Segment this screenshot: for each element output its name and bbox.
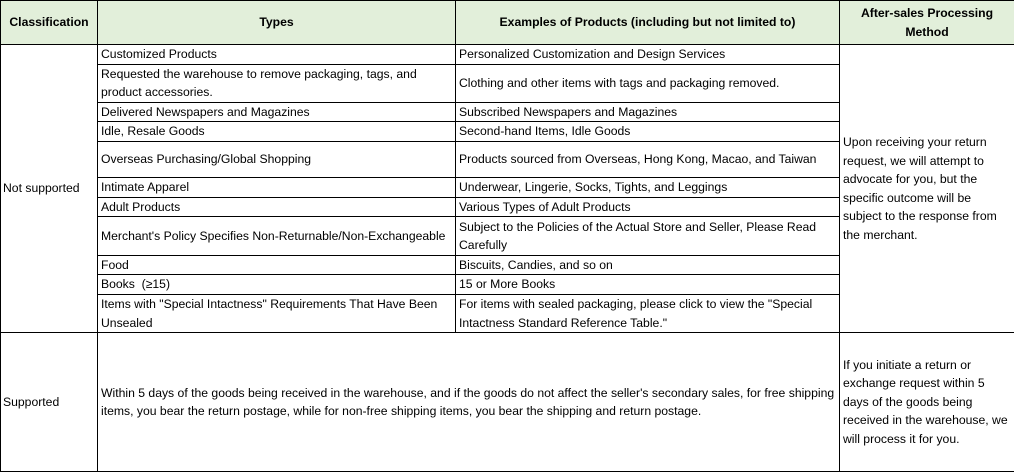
type-cell: Overseas Purchasing/Global Shopping — [98, 142, 456, 178]
example-cell: 15 or More Books — [456, 275, 840, 295]
header-examples: Examples of Products (including but not limited to) — [456, 1, 840, 45]
type-cell: Delivered Newspapers and Magazines — [98, 102, 456, 122]
method-supported: If you initiate a return or exchange request within 5 days of the goods being received in the warehouse, we will process it for you. — [840, 333, 1014, 472]
type-cell: Adult Products — [98, 197, 456, 217]
method-not-supported: Upon receiving your return request, we will attempt to advocate for you, but the specific outcome will be subject to the response from the merchant. — [840, 45, 1014, 333]
supported-description: Within 5 days of the goods being received in the warehouse, and if the goods do not affect the seller's secondary sales, for free shipping items, you bear the return postage, while for non-free shipping items, you bear the shipping and return postage. — [98, 333, 840, 472]
example-cell: Clothing and other items with tags and packaging removed. — [456, 64, 840, 102]
example-cell: Second-hand Items, Idle Goods — [456, 122, 840, 142]
type-cell: Intimate Apparel — [98, 178, 456, 198]
type-cell: Merchant's Policy Specifies Non-Returnable/Non-Exchangeable — [98, 217, 456, 255]
example-cell: Underwear, Lingerie, Socks, Tights, and Leggings — [456, 178, 840, 198]
classification-not-supported: Not supported — [1, 45, 98, 333]
header-after-sales: After-sales Processing Method — [840, 1, 1014, 45]
example-cell: Biscuits, Candies, and so on — [456, 255, 840, 275]
type-cell: Customized Products — [98, 45, 456, 65]
example-cell: Products sourced from Overseas, Hong Kong, Macao, and Taiwan — [456, 142, 840, 178]
type-cell: Books (≥15) — [98, 275, 456, 295]
example-cell: For items with sealed packaging, please click to view the "Special Intactness Standard Reference Table." — [456, 294, 840, 332]
header-classification: Classification — [1, 1, 98, 45]
type-cell: Idle, Resale Goods — [98, 122, 456, 142]
example-cell: Personalized Customization and Design Services — [456, 45, 840, 65]
table-row-supported — [1, 333, 1014, 472]
type-cell: Items with "Special Intactness" Requirements That Have Been Unsealed — [98, 294, 456, 332]
example-cell: Subject to the Policies of the Actual Store and Seller, Please Read Carefully — [456, 217, 840, 255]
example-cell: Various Types of Adult Products — [456, 197, 840, 217]
example-cell: Subscribed Newspapers and Magazines — [456, 102, 840, 122]
header-types: Types — [98, 1, 456, 45]
table-row — [1, 45, 1014, 65]
header-row — [1, 1, 1014, 45]
classification-supported: Supported — [1, 333, 98, 472]
type-cell: Food — [98, 255, 456, 275]
type-cell: Requested the warehouse to remove packaging, tags, and product accessories. — [98, 64, 456, 102]
